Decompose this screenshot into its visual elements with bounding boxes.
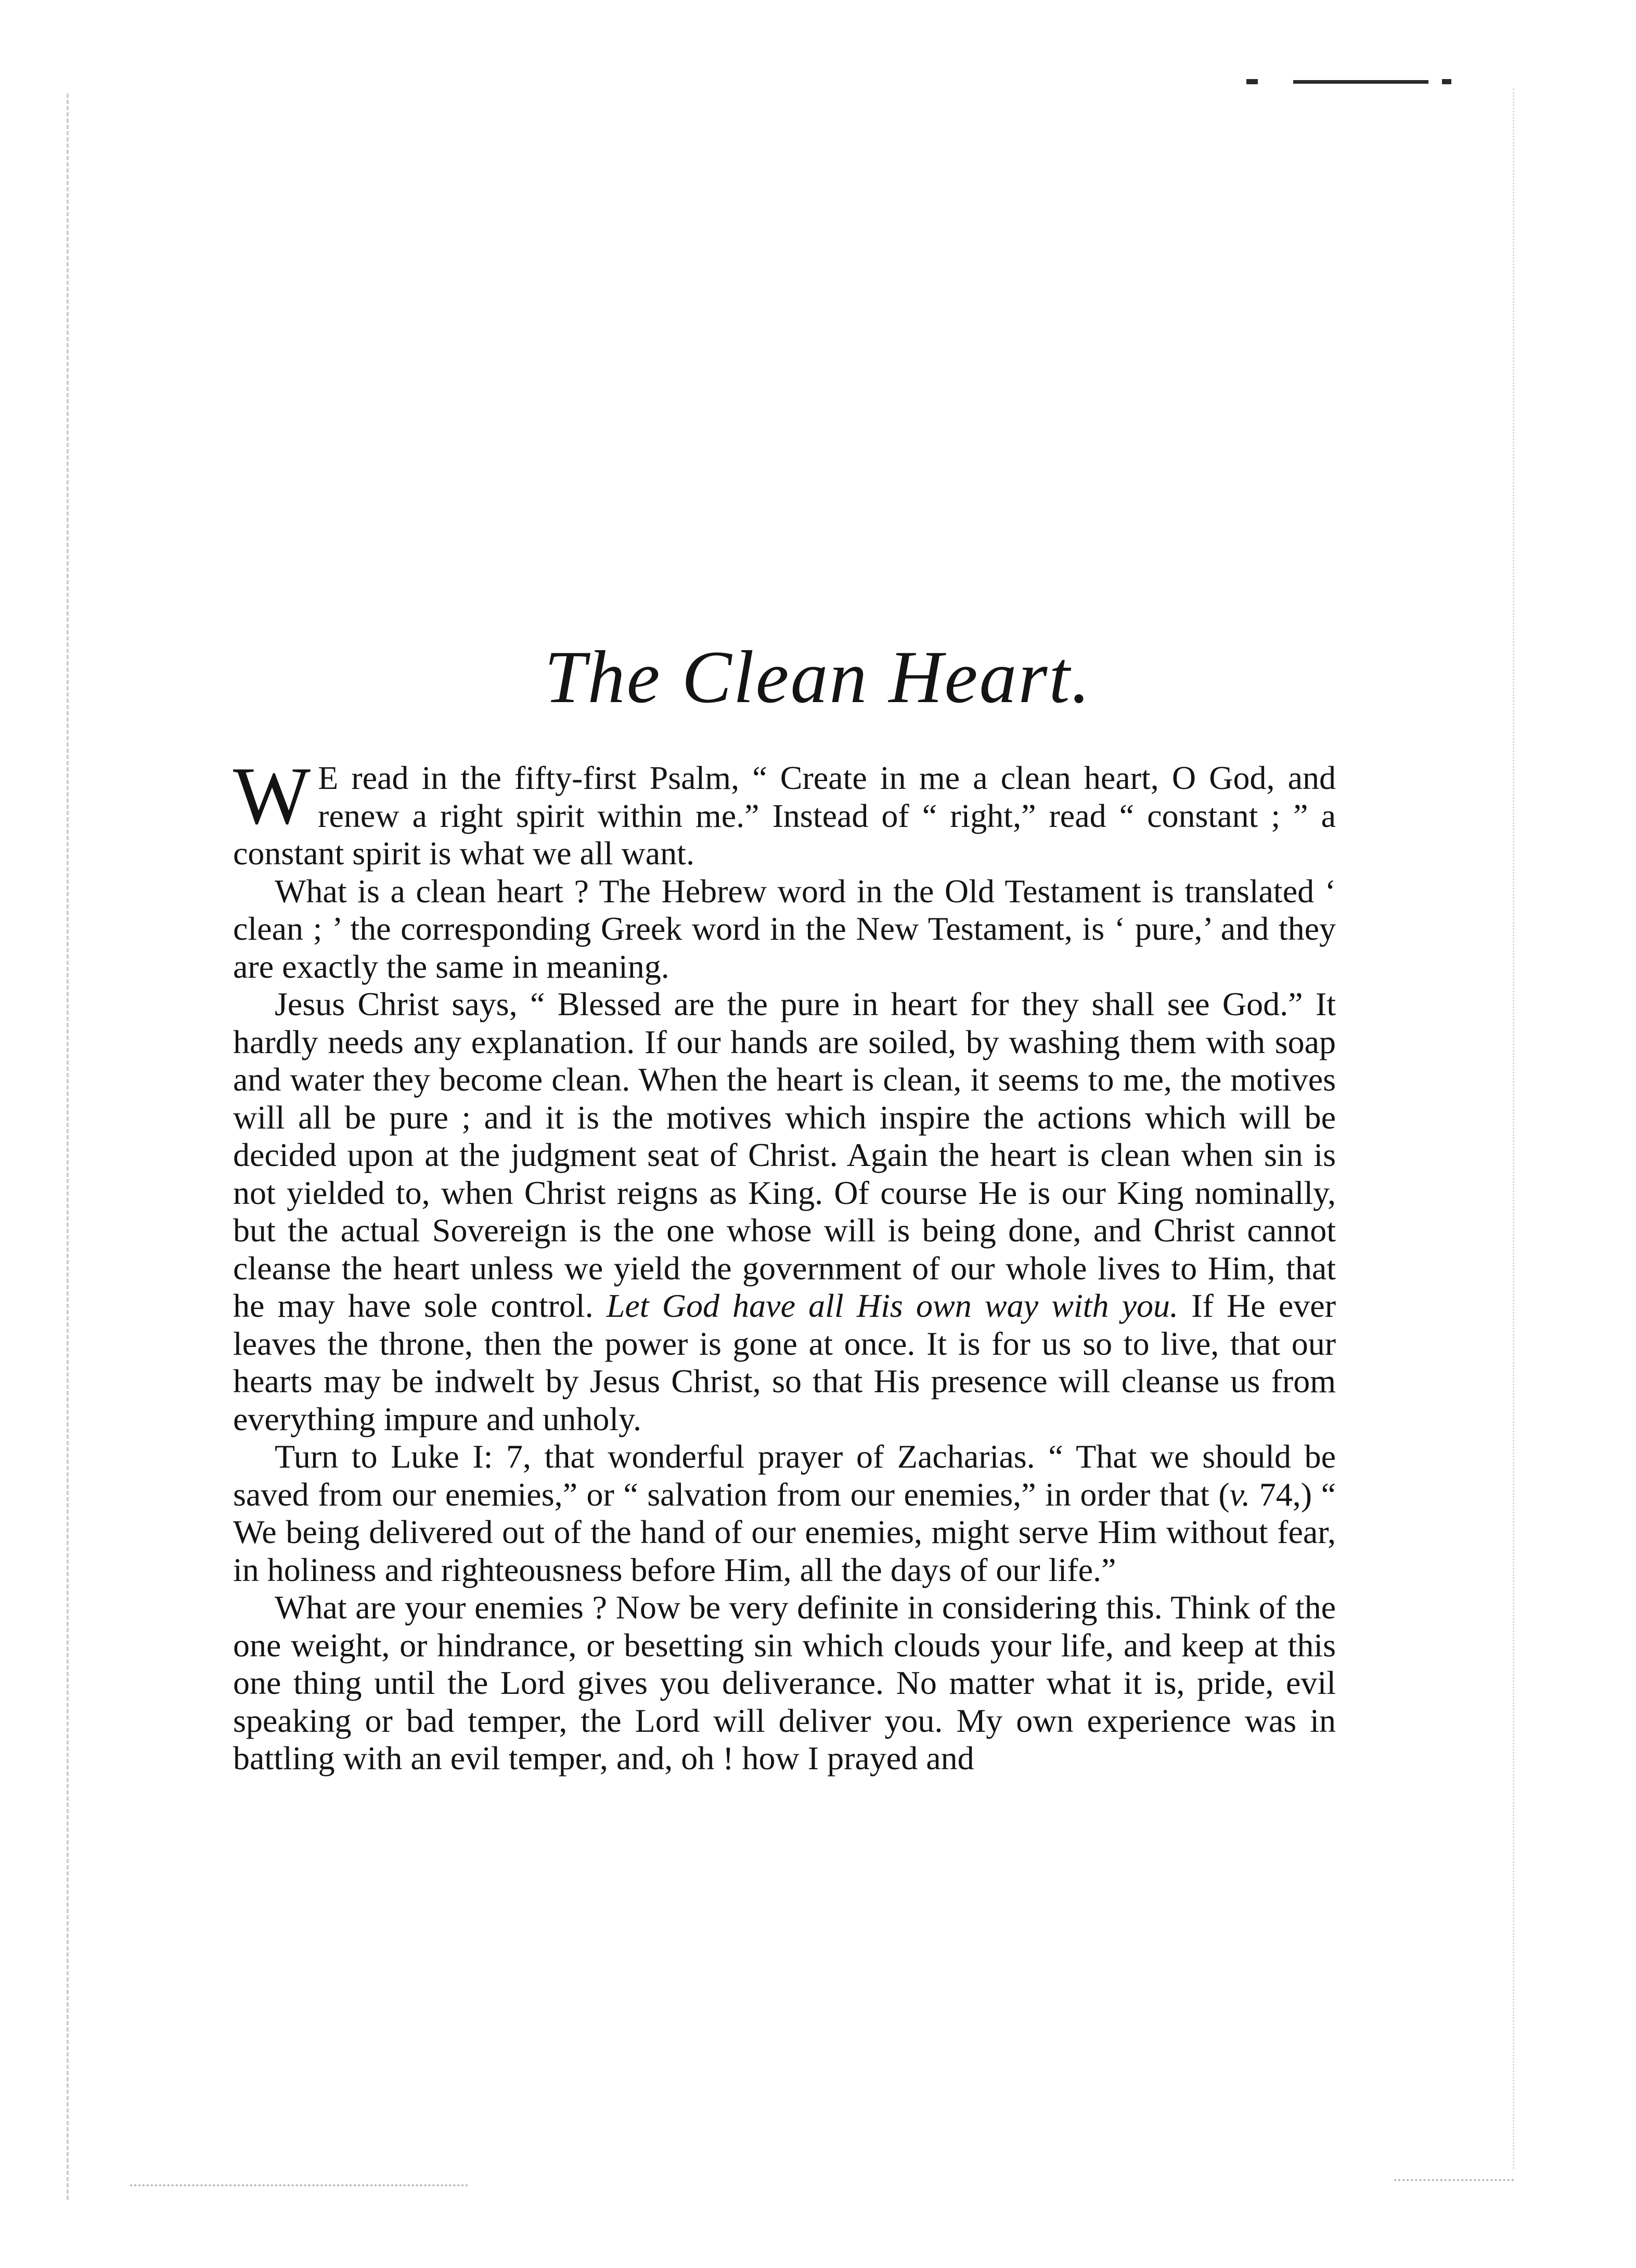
paragraph xyxy=(233,750,1336,873)
paragraph-text: Jesus Christ says, “ Blessed are the pure in heart for they shall see God.” It hardly needs any explanation. If our hands are soiled, by washing them with soap and water they become clean. When the heart is clean, it seems to me, the motives will all be pure ; and it is the motives which inspire the actions which will be decided upon at the judgment seat of Christ. Again the heart is clean when sin is not yielded to, when Christ reigns as King. Of course He is our King nominally, but the actual Sovereign is the one whose will is being done, and Christ cannot cleanse the heart unless we yield the government of our whole lives to Him, that he may have sole control. xyxy=(233,986,1336,1324)
emphasis-text: v. xyxy=(1229,1475,1251,1513)
paragraph-text: If He ever leaves the throne, then the power is gone at once. It is for us so to live, that our hearts may be indwelt by Jesus Christ, so that His presence will cleanse us from everything impure and unholy. xyxy=(233,1287,1336,1437)
scan-top-mark xyxy=(1293,80,1428,84)
paragraph-text: E read in the fifty-first Psalm, “ Create in me a clean heart, O God, and renew a right spirit within me.” Instead of “ right,” read “ constant ; ” a constant spirit is what we all want. xyxy=(233,759,1336,872)
paragraph-text: Turn to Luke xyxy=(275,1438,473,1475)
paragraph-text: : 7, that wonderful prayer of Zacharias. “ That we should be saved from our enemies,” or “ salvation from our enemies,” in order that ( xyxy=(233,1438,1336,1513)
paragraph xyxy=(233,1438,1336,1589)
paragraph-text: What is a clean heart ? The Hebrew word in the Old Testament is translated ‘ clean ; ’ the corresponding Greek word in the New Testament, is ‘ pure,’ and they are exactly the same in meaning. xyxy=(233,872,1336,985)
emphasis-text: Let God have all His own way with you. xyxy=(606,1287,1179,1324)
paragraph xyxy=(233,1589,1336,1778)
scan-top-dot xyxy=(1442,79,1451,84)
scan-edge-left xyxy=(67,94,72,2200)
paragraph-text: What are your enemies ? Now be very definite in considering this. Think of the one weight, or hindrance, or besetting sin which clouds your life, and keep at this one thing until the Lord gives you deliverance. No matter what it is, pride, evil speaking or bad temper, the Lord will deliver you. My own experience was in battling with an evil temper, and, oh ! how I prayed and xyxy=(233,1589,1336,1777)
paragraph xyxy=(233,986,1336,1438)
scan-bottom-smudge xyxy=(1394,2163,1514,2181)
scan-edge-right xyxy=(1513,88,1516,2169)
chapter-numeral: I xyxy=(472,1438,484,1475)
drop-cap: W xyxy=(233,750,309,841)
scan-top-dot xyxy=(1246,79,1258,84)
scan-bottom-smudge xyxy=(130,2163,468,2186)
paragraph-text: 74,) “ We being delivered out of the hand of our enemies, might serve Him without fear, in holiness and righteousness before Him, all the days of our life.” xyxy=(233,1475,1336,1588)
page-title: The Clean Heart. xyxy=(544,636,1092,719)
article-body xyxy=(233,750,1336,1778)
paragraph xyxy=(233,873,1336,986)
